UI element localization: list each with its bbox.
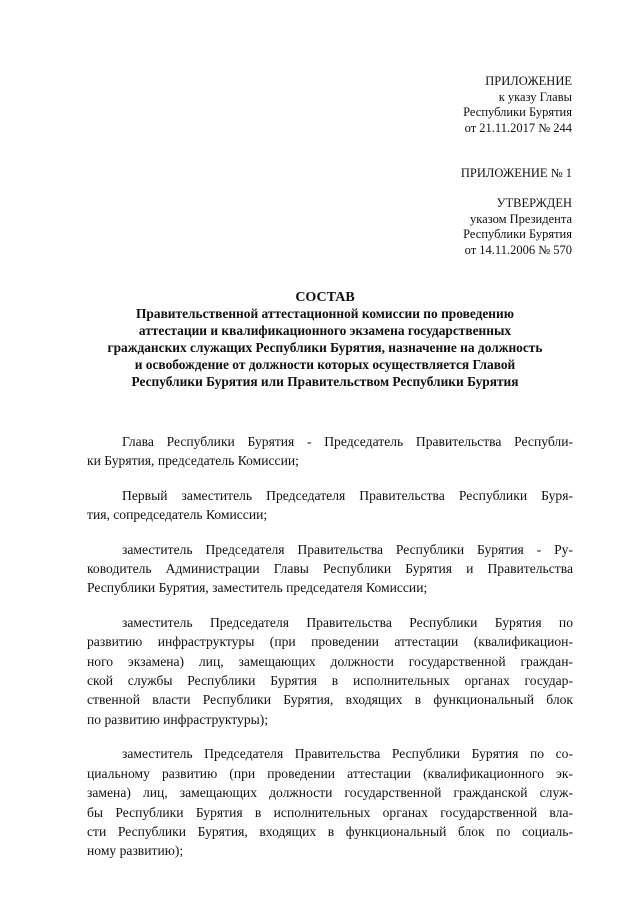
paragraph-line: ственной власти Республики Бурятия, входящих в функциональный блок bbox=[87, 692, 573, 708]
approved-title: УТВЕРЖДЕН bbox=[496, 196, 572, 210]
annex-line-2: к указу Главы bbox=[498, 89, 572, 104]
subtitle-line: аттестации и квалификационного экзамена государственных bbox=[138, 323, 512, 338]
document-subtitle bbox=[78, 305, 572, 390]
paragraph-line: Республики Бурятия, заместитель председателя Комиссии; bbox=[87, 580, 428, 596]
paragraph-line: заместитель Председателя Правительства Республики Бурятия по со- bbox=[122, 746, 573, 762]
subtitle-line: и освобождение от должности которых осуществляется Главой bbox=[134, 357, 516, 372]
member-paragraph bbox=[87, 540, 573, 598]
annex-one-heading bbox=[461, 166, 572, 182]
member-paragraph bbox=[87, 744, 573, 860]
member-paragraph bbox=[87, 613, 573, 729]
paragraph-line: ного экзамена) лиц, замещающих должности государственной граждан- bbox=[87, 653, 573, 669]
approved-date-number: от 14.11.2006 № 570 bbox=[464, 242, 572, 257]
paragraph-line: циальному развитию (при проведении аттестации (квалификационного эк- bbox=[87, 765, 573, 781]
paragraph-line: ской службы Республики Бурятия в исполнительных органах государ- bbox=[87, 673, 573, 689]
subtitle-line: Правительственной аттестационной комиссии по проведению bbox=[136, 306, 514, 321]
members-list bbox=[87, 432, 573, 876]
annex-line-3: Республики Бурятия bbox=[463, 105, 572, 120]
annex-one-label: ПРИЛОЖЕНИЕ № 1 bbox=[460, 166, 572, 180]
paragraph-line: по развитию инфраструктуры); bbox=[87, 711, 269, 727]
subtitle-line: гражданских служащих Республики Бурятия, назначение на должность bbox=[107, 340, 543, 355]
paragraph-line: заместитель Председателя Правительства Республики Бурятия - Ру- bbox=[122, 541, 573, 557]
annex-date-number: от 21.11.2017 № 244 bbox=[464, 120, 572, 135]
paragraph-line: ки Бурятия, председатель Комиссии; bbox=[87, 453, 299, 469]
paragraph-line: Глава Республики Бурятия - Председатель Правительства Республи- bbox=[122, 434, 573, 449]
member-paragraph bbox=[87, 432, 573, 471]
document-title bbox=[78, 289, 572, 306]
paragraph-line: замена) лиц, замещающих должности государственной гражданской служ- bbox=[87, 785, 573, 801]
subtitle-line: Республики Бурятия или Правительством Республики Бурятия bbox=[131, 374, 519, 389]
annex-title: ПРИЛОЖЕНИЕ bbox=[485, 74, 572, 88]
document-title-text: СОСТАВ bbox=[295, 290, 355, 305]
paragraph-line: бы Республики Бурятия в исполнительных органах государственной вла- bbox=[87, 804, 573, 820]
approved-line-2: указом Президента bbox=[470, 211, 572, 226]
paragraph-line: заместитель Председателя Правительства Республики Бурятия по bbox=[122, 614, 573, 630]
paragraph-line: развитию инфраструктуры (при проведении аттестации (квалификацион- bbox=[87, 634, 573, 650]
paragraph-line: сти Республики Бурятия, входящих в функциональный блок по социаль- bbox=[87, 823, 573, 839]
paragraph-line: ководитель Администрации Главы Республики Бурятия и Правительства bbox=[87, 561, 573, 577]
paragraph-line: Первый заместитель Председателя Правительства Республики Буря- bbox=[122, 487, 573, 503]
paragraph-line: тия, сопредседатель Комиссии; bbox=[87, 507, 268, 523]
member-paragraph bbox=[87, 486, 573, 525]
approved-line-3: Республики Бурятия bbox=[463, 227, 572, 242]
annex-header bbox=[463, 74, 572, 136]
approved-block bbox=[463, 196, 572, 258]
paragraph-line: ному развитию); bbox=[87, 843, 184, 859]
